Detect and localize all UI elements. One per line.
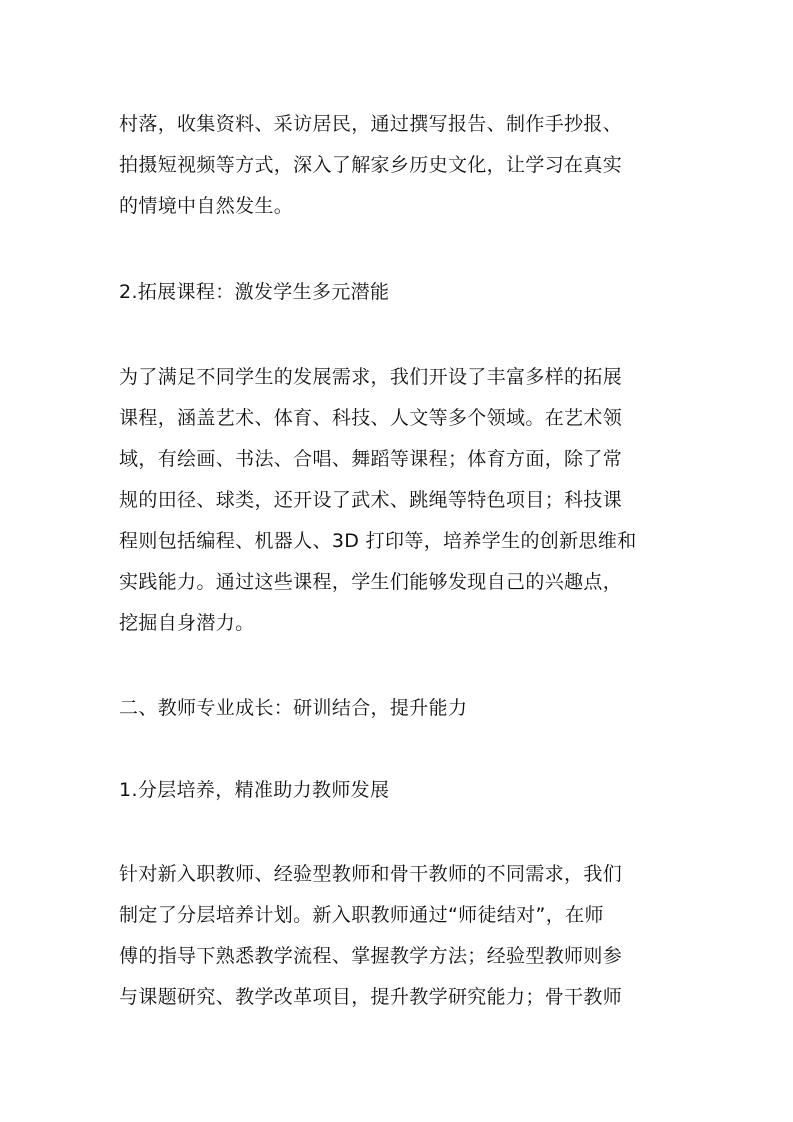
paragraph-line: 程则包括编程、机器人、3D 打印等，培养学生的创新思维和 <box>119 530 637 552</box>
paragraph-line: 村落，收集资料、采访居民，通过撰写报告、制作手抄报、 <box>119 113 623 135</box>
paragraph-line: 与课题研究、教学改革项目，提升教学研究能力；骨干教师 <box>119 986 623 1008</box>
section-heading: 2.拓展课程：激发学生多元潜能 <box>119 281 390 303</box>
paragraph-line: 实践能力。通过这些课程，学生们能够发现自己的兴趣点， <box>119 571 623 593</box>
paragraph-line: 制定了分层培养计划。新入职教师通过“师徒结对”，在师 <box>119 904 604 926</box>
section-heading: 二、教师专业成长：研训结合，提升能力 <box>119 697 468 719</box>
paragraph-line: 规的田径、球类，还开设了武术、跳绳等特色项目；科技课 <box>119 489 623 511</box>
paragraph-line: 的情境中自然发生。 <box>119 195 294 217</box>
paragraph-line: 为了满足不同学生的发展需求，我们开设了丰富多样的拓展 <box>119 366 623 388</box>
paragraph-line: 傅的指导下熟悉教学流程、掌握教学方法；经验型教师则参 <box>119 945 623 967</box>
paragraph-line: 针对新入职教师、经验型教师和骨干教师的不同需求，我们 <box>119 863 623 885</box>
paragraph-line: 课程，涵盖艺术、体育、科技、人文等多个领域。在艺术领 <box>119 407 623 429</box>
paragraph-line: 域，有绘画、书法、合唱、舞蹈等课程；体育方面，除了常 <box>119 448 623 470</box>
subsection-heading: 1.分层培养，精准助力教师发展 <box>119 779 390 801</box>
paragraph-line: 拍摄短视频等方式，深入了解家乡历史文化，让学习在真实 <box>119 154 623 176</box>
paragraph-line: 挖掘自身潜力。 <box>119 612 255 634</box>
